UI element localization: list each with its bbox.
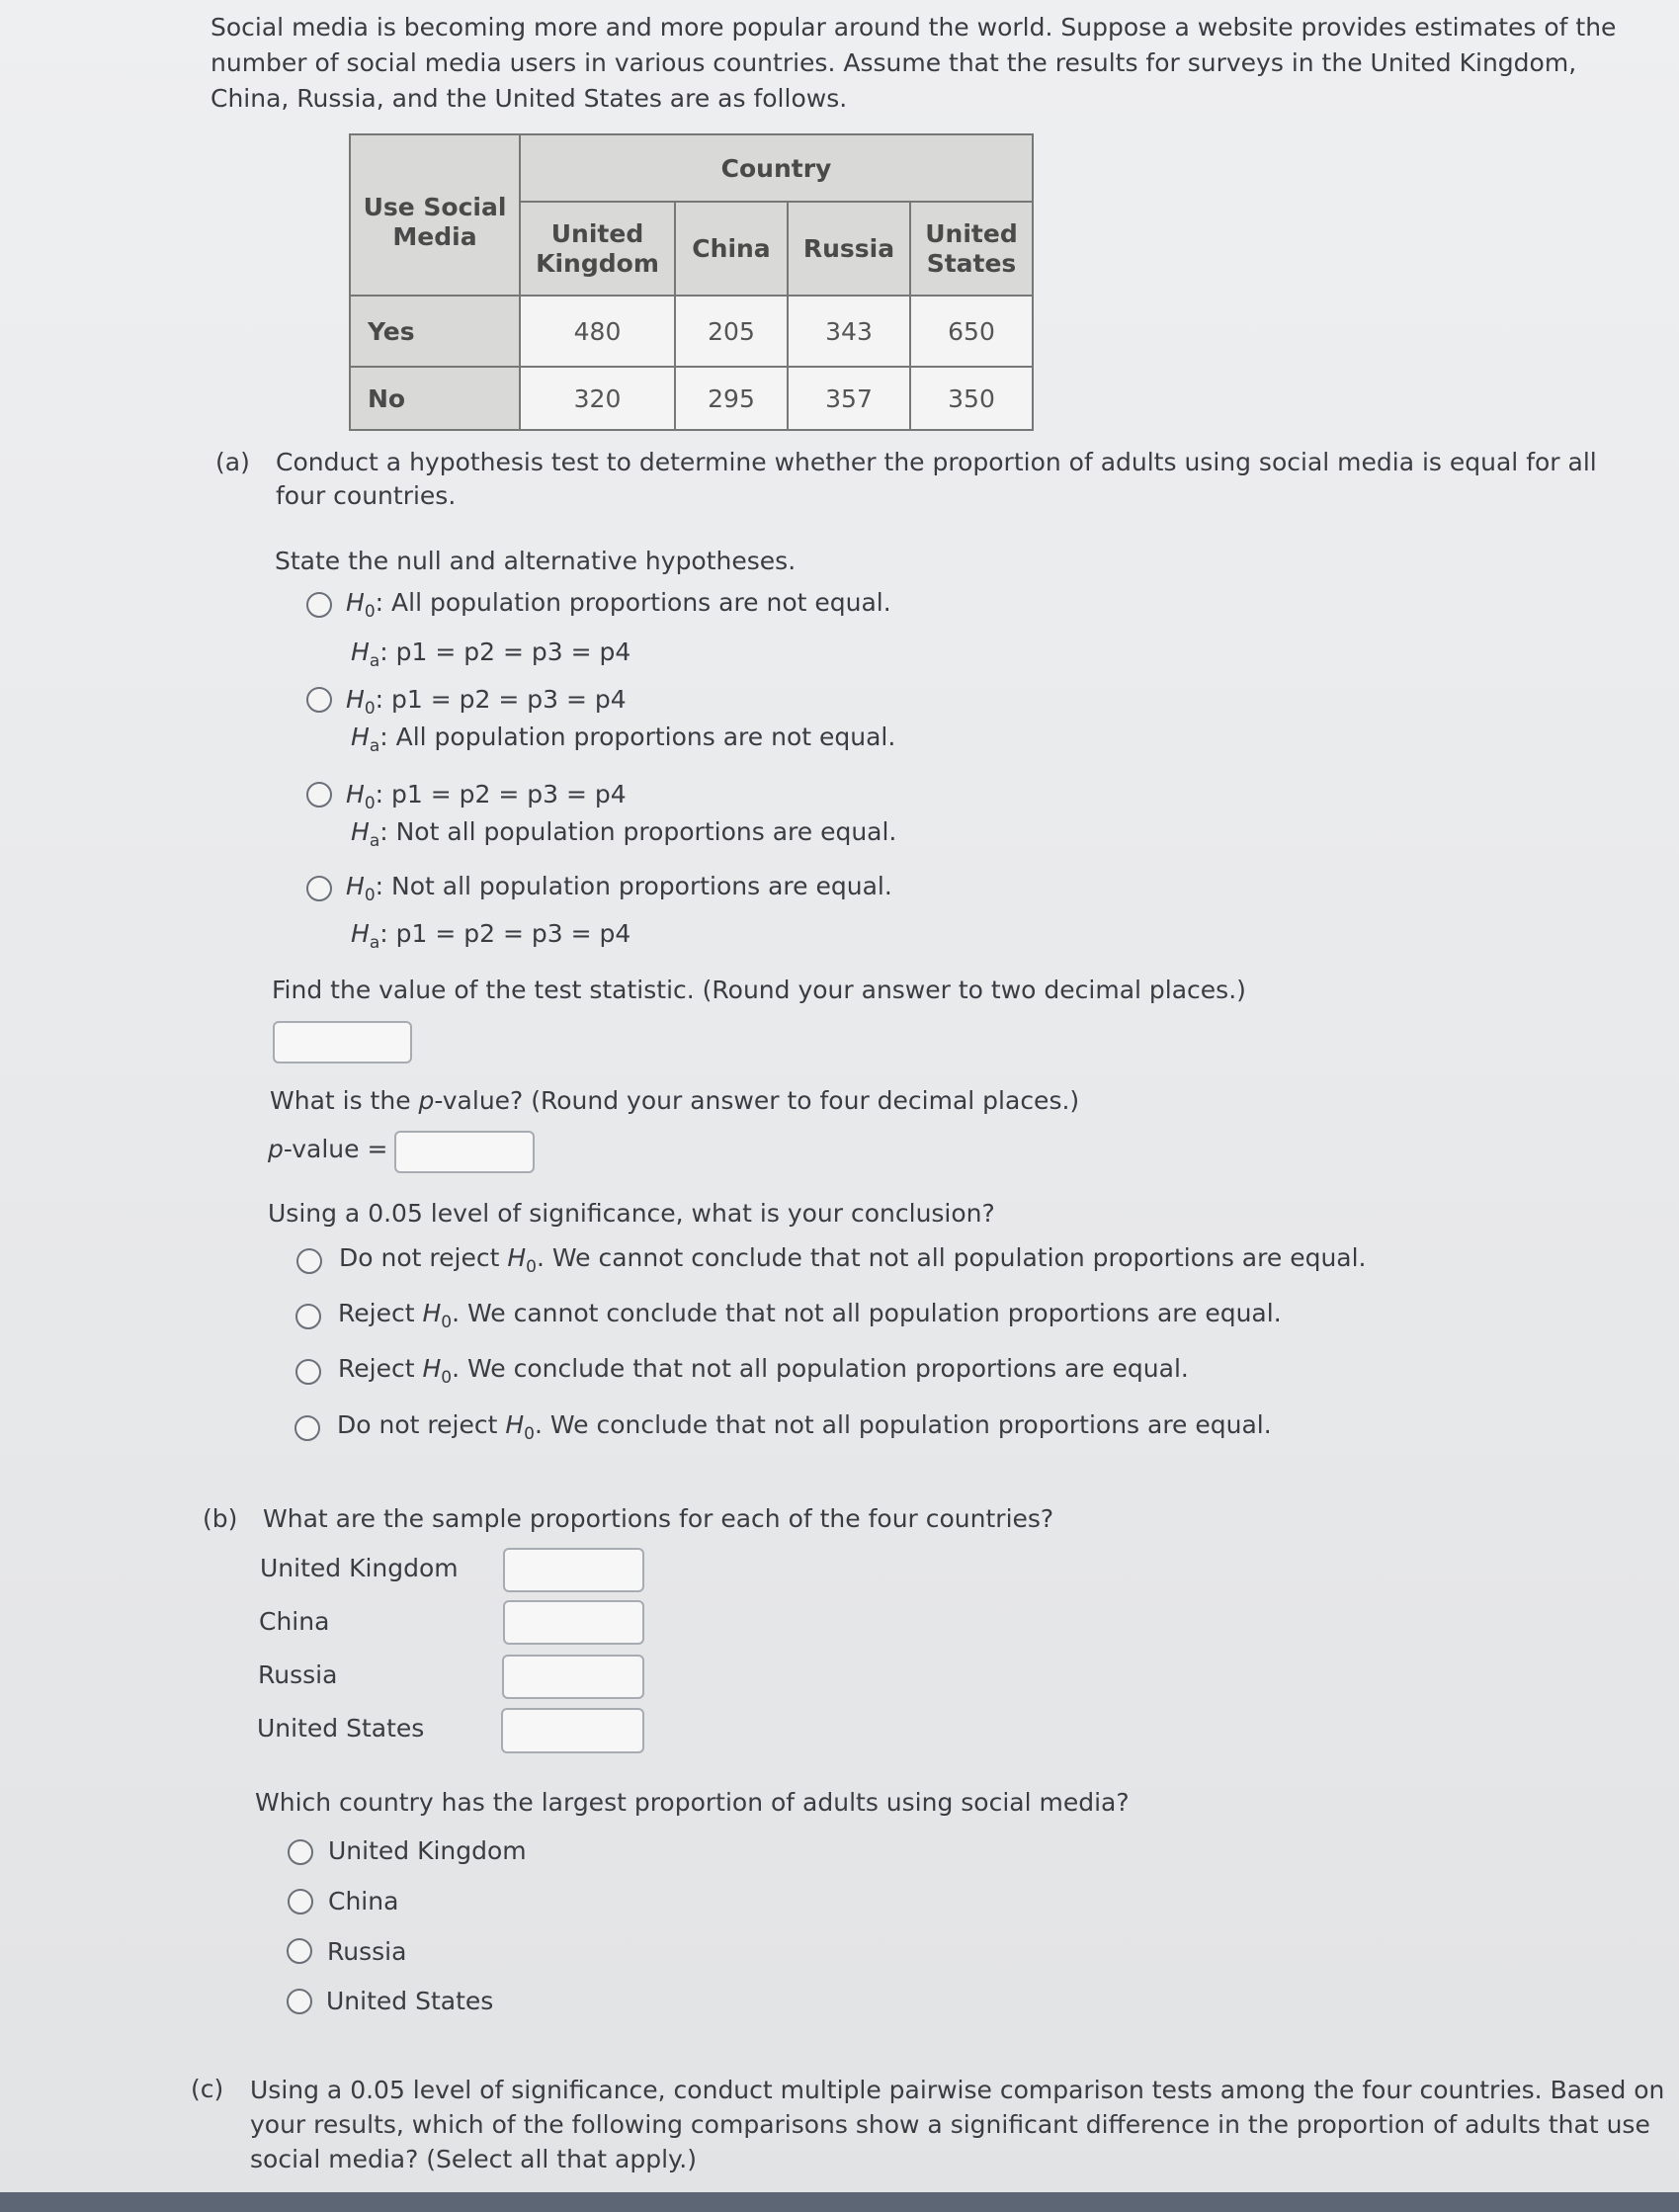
conclusion-pre: Reject <box>338 1354 415 1383</box>
table-cell: 480 <box>520 296 675 367</box>
largest-option-uk-radio[interactable] <box>288 1839 313 1865</box>
hypothesis-option-4-h0: $H_0$: Not all population proportions are equal. <box>346 872 892 905</box>
proportion-input-us[interactable] <box>501 1708 644 1753</box>
largest-prompt: Which country has the largest proportion of adults using social media? <box>255 1788 1130 1817</box>
group-header-label: Country <box>720 153 832 183</box>
largest-option-russia-label: Russia <box>327 1937 407 1966</box>
col-header-russia <box>788 202 910 296</box>
country-label-russia: Russia <box>258 1660 338 1689</box>
conclusion-option-4-radio[interactable] <box>294 1415 320 1441</box>
row-label-yes: Yes <box>350 296 520 367</box>
largest-option-russia-radio[interactable] <box>287 1938 312 1964</box>
col-header-uk <box>520 202 675 296</box>
survey-table <box>349 133 1034 431</box>
largest-option-us-label: United States <box>326 1987 494 2015</box>
part-c-prompt: Using a 0.05 level of significance, conduct multiple pairwise comparison tests among the four countries. Based on your results, which of the following comparisons show a significant difference in the proportion of adults that use social media? (Select all that apply.) <box>250 2076 1665 2173</box>
h0-text: Not all population proportions are equal. <box>391 872 892 900</box>
largest-option-china-label: China <box>328 1887 399 1915</box>
conclusion-option-3-label: Reject $H_0$. We conclude that not all population proportions are equal. <box>338 1354 1189 1388</box>
part-b-prompt: What are the sample proportions for each of the four countries? <box>263 1504 1054 1533</box>
conclusion-post: We conclude that not all population proportions are equal. <box>549 1410 1272 1439</box>
table-cell: 343 <box>788 296 910 367</box>
proportion-input-russia[interactable] <box>502 1655 644 1699</box>
hypothesis-option-4-ha: $H_a$: p1 = p2 = p3 = p4 <box>351 919 631 953</box>
conclusion-option-4-label: Do not reject $H_0$. We conclude that not all population proportions are equal. <box>337 1410 1272 1444</box>
conclusion-option-2-radio[interactable] <box>295 1304 321 1329</box>
conclusion-post: We cannot conclude that not all population proportions are equal. <box>467 1299 1282 1327</box>
conclusion-option-1-label: Do not reject $H_0$. We cannot conclude that not all population proportions are equal. <box>339 1243 1367 1277</box>
ha-text: p1 = p2 = p3 = p4 <box>395 638 631 666</box>
ha-text: All population proportions are not equal. <box>395 723 896 751</box>
hypothesis-option-2-h0: $H_0$: p1 = p2 = p3 = p4 <box>346 685 627 719</box>
hypothesis-option-1-h0: $H_0$: All population proportions are not equal. <box>346 588 891 622</box>
col-header-label: China <box>692 234 771 263</box>
row-header-label: Use Social Media <box>363 193 507 251</box>
h0-text: All population proportions are not equal. <box>391 588 891 617</box>
col-header-label: United Kingdom <box>536 218 659 278</box>
h0-text: p1 = p2 = p3 = p4 <box>391 685 627 714</box>
col-header-us <box>910 202 1033 296</box>
table-cell: 357 <box>788 367 910 430</box>
hypothesis-option-2-ha: $H_a$: All population proportions are not equal. <box>351 723 896 756</box>
hypothesis-option-4-radio[interactable] <box>306 876 332 901</box>
table-cell: 350 <box>910 367 1033 430</box>
hypothesis-option-1-ha: $H_a$: p1 = p2 = p3 = p4 <box>351 638 631 671</box>
pvalue-prompt: What is the p-value? (Round your answer to four decimal places.) <box>270 1086 1080 1115</box>
hypotheses-prompt: State the null and alternative hypotheses. <box>275 547 797 575</box>
hypothesis-option-3-ha: $H_a$: Not all population proportions are equal. <box>351 817 897 851</box>
hypothesis-option-3-h0: $H_0$: p1 = p2 = p3 = p4 <box>346 780 627 813</box>
part-b-marker: (b) <box>203 1504 238 1533</box>
part-a-prompt: Conduct a hypothesis test to determine whether the proportion of adults using social media is equal for all four countries. <box>276 448 1597 510</box>
proportion-input-china[interactable] <box>503 1600 644 1645</box>
largest-option-us-radio[interactable] <box>287 1989 312 2014</box>
pvalue-input[interactable] <box>394 1131 535 1173</box>
largest-option-china-radio[interactable] <box>288 1889 313 1914</box>
ha-text: p1 = p2 = p3 = p4 <box>395 919 631 948</box>
row-label-no: No <box>350 367 520 430</box>
table-cell: 295 <box>675 367 788 430</box>
col-header-label: United States <box>925 218 1018 278</box>
row-header-cell <box>350 134 520 296</box>
part-a-marker: (a) <box>215 448 250 476</box>
hypothesis-option-3-radio[interactable] <box>306 782 332 808</box>
table-cell: 650 <box>910 296 1033 367</box>
screen-bottom-bar <box>0 2192 1679 2212</box>
intro-text: Social media is becoming more and more popular around the world. Suppose a website provides estimates of the number of social media users in various countries. Assume that the results for surveys in the United Kingdom, China, Russia, and the United States are as follows. <box>210 13 1617 113</box>
table-cell: 320 <box>520 367 675 430</box>
ha-text: Not all population proportions are equal. <box>395 817 897 846</box>
conclusion-post: We cannot conclude that not all population proportions are equal. <box>551 1243 1367 1272</box>
col-header-china <box>675 202 788 296</box>
group-header-cell <box>520 134 1033 202</box>
country-label-us: United States <box>257 1714 425 1743</box>
h0-text: p1 = p2 = p3 = p4 <box>391 780 627 808</box>
table-row <box>350 296 1033 367</box>
table-row <box>350 367 1033 430</box>
conclusion-pre: Reject <box>338 1299 415 1327</box>
pvalue-label: p-value = <box>268 1135 388 1163</box>
conclusion-option-1-radio[interactable] <box>296 1248 322 1274</box>
conclusion-prompt: Using a 0.05 level of significance, what is your conclusion? <box>268 1199 995 1228</box>
country-label-uk: United Kingdom <box>260 1554 459 1582</box>
conclusion-option-3-radio[interactable] <box>295 1359 321 1385</box>
part-c-marker: (c) <box>191 2075 224 2103</box>
hypothesis-option-2-radio[interactable] <box>306 687 332 713</box>
conclusion-pre: Do not reject <box>339 1243 500 1272</box>
conclusion-option-2-label: Reject $H_0$. We cannot conclude that not all population proportions are equal. <box>338 1299 1282 1332</box>
col-header-label: Russia <box>802 234 895 263</box>
test-stat-input[interactable] <box>273 1021 412 1063</box>
largest-option-uk-label: United Kingdom <box>328 1836 527 1865</box>
proportion-input-uk[interactable] <box>503 1548 644 1592</box>
country-label-china: China <box>259 1607 330 1636</box>
hypothesis-option-1-radio[interactable] <box>306 592 332 618</box>
conclusion-post: We conclude that not all population proportions are equal. <box>467 1354 1189 1383</box>
table-cell: 205 <box>675 296 788 367</box>
conclusion-pre: Do not reject <box>337 1410 498 1439</box>
test-stat-prompt: Find the value of the test statistic. (Round your answer to two decimal places.) <box>272 976 1246 1004</box>
